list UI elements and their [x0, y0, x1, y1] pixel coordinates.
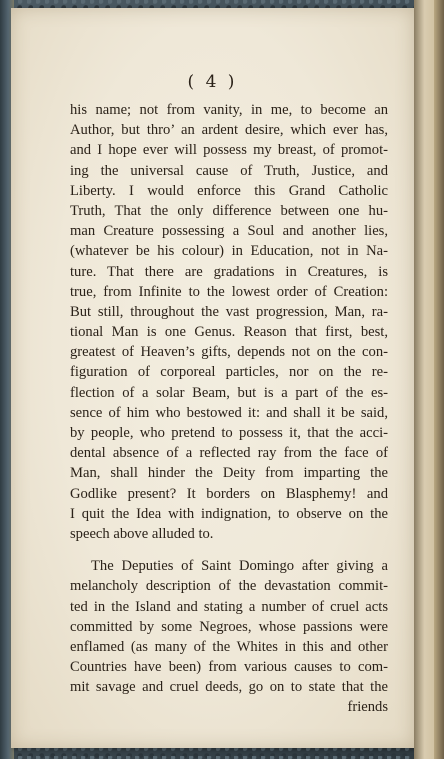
- book-page: [11, 8, 415, 748]
- text-line: (whatever be his colour) in Education, not in Na-: [70, 243, 388, 260]
- text-line: his name; not from vanity, in me, to become an: [70, 102, 388, 118]
- text-line: ted in the Island and stating a number of cruel acts: [70, 598, 388, 615]
- text-line: Liberty. I would enforce this Grand Catholic: [70, 182, 388, 199]
- text-line: and I hope ever will possess my breast, of promot-: [70, 142, 388, 159]
- text-line: Countries have been) from various causes to com-: [70, 659, 388, 676]
- paragraph-2: [70, 556, 388, 697]
- text-line: The Deputies of Saint Domingo after giving a: [91, 558, 388, 575]
- text-line: Truth, That the only difference between one hu-: [70, 202, 388, 219]
- text-line: ture. That there are gradations in Creatures, is: [70, 263, 388, 280]
- adjacent-page-edge: [414, 0, 444, 759]
- text-line: But still, throughout the vast progression, Man, ra-: [70, 303, 388, 320]
- catchword: friends: [347, 699, 388, 716]
- text-line: ing the universal cause of Truth, Justice, and: [70, 162, 388, 179]
- paragraph-1: [70, 100, 388, 544]
- text-line: tional Man is one Genus. Reason that first, best,: [70, 324, 388, 341]
- text-line: greatest of Heaven’s gifts, depends not on the con-: [70, 344, 388, 361]
- text-line: committed by some Negroes, whose passions were: [70, 618, 388, 635]
- text-line: sence of him who bestowed it: and shall it be said,: [70, 404, 388, 421]
- text-line: enflamed (as many of the Whites in this and other: [70, 638, 388, 655]
- text-line: mit savage and cruel deeds, go on to state that the: [70, 679, 388, 696]
- paragraph-gap: [70, 544, 388, 556]
- text-line: figuration of corporeal particles, nor on the re-: [70, 364, 388, 381]
- page-number-header: ( 4 ): [187, 72, 238, 92]
- text-line: I quit the Idea with indignation, to observe on the: [70, 505, 388, 522]
- text-line: Author, but thro’ an ardent desire, which ever has,: [70, 122, 388, 139]
- text-line: melancholy description of the devastation commit-: [70, 578, 388, 595]
- page-body-text: [70, 100, 388, 718]
- text-line: Godlike present? It borders on Blasphemy! and: [70, 485, 388, 502]
- text-line: true, from Infinite to the lowest order of Creation:: [70, 283, 388, 300]
- text-line: flection of a solar Beam, but is a part of the es-: [70, 384, 388, 401]
- text-line: dental absence of a reflected ray from the face of: [70, 445, 388, 462]
- text-line: Man, shall hinder the Deity from imparting the: [70, 465, 388, 482]
- text-line: by people, who pretend to possess it, that the acci-: [70, 425, 388, 441]
- text-line: man Creature possessing a Soul and another lies,: [70, 223, 388, 240]
- text-line: speech above alluded to.: [70, 525, 214, 542]
